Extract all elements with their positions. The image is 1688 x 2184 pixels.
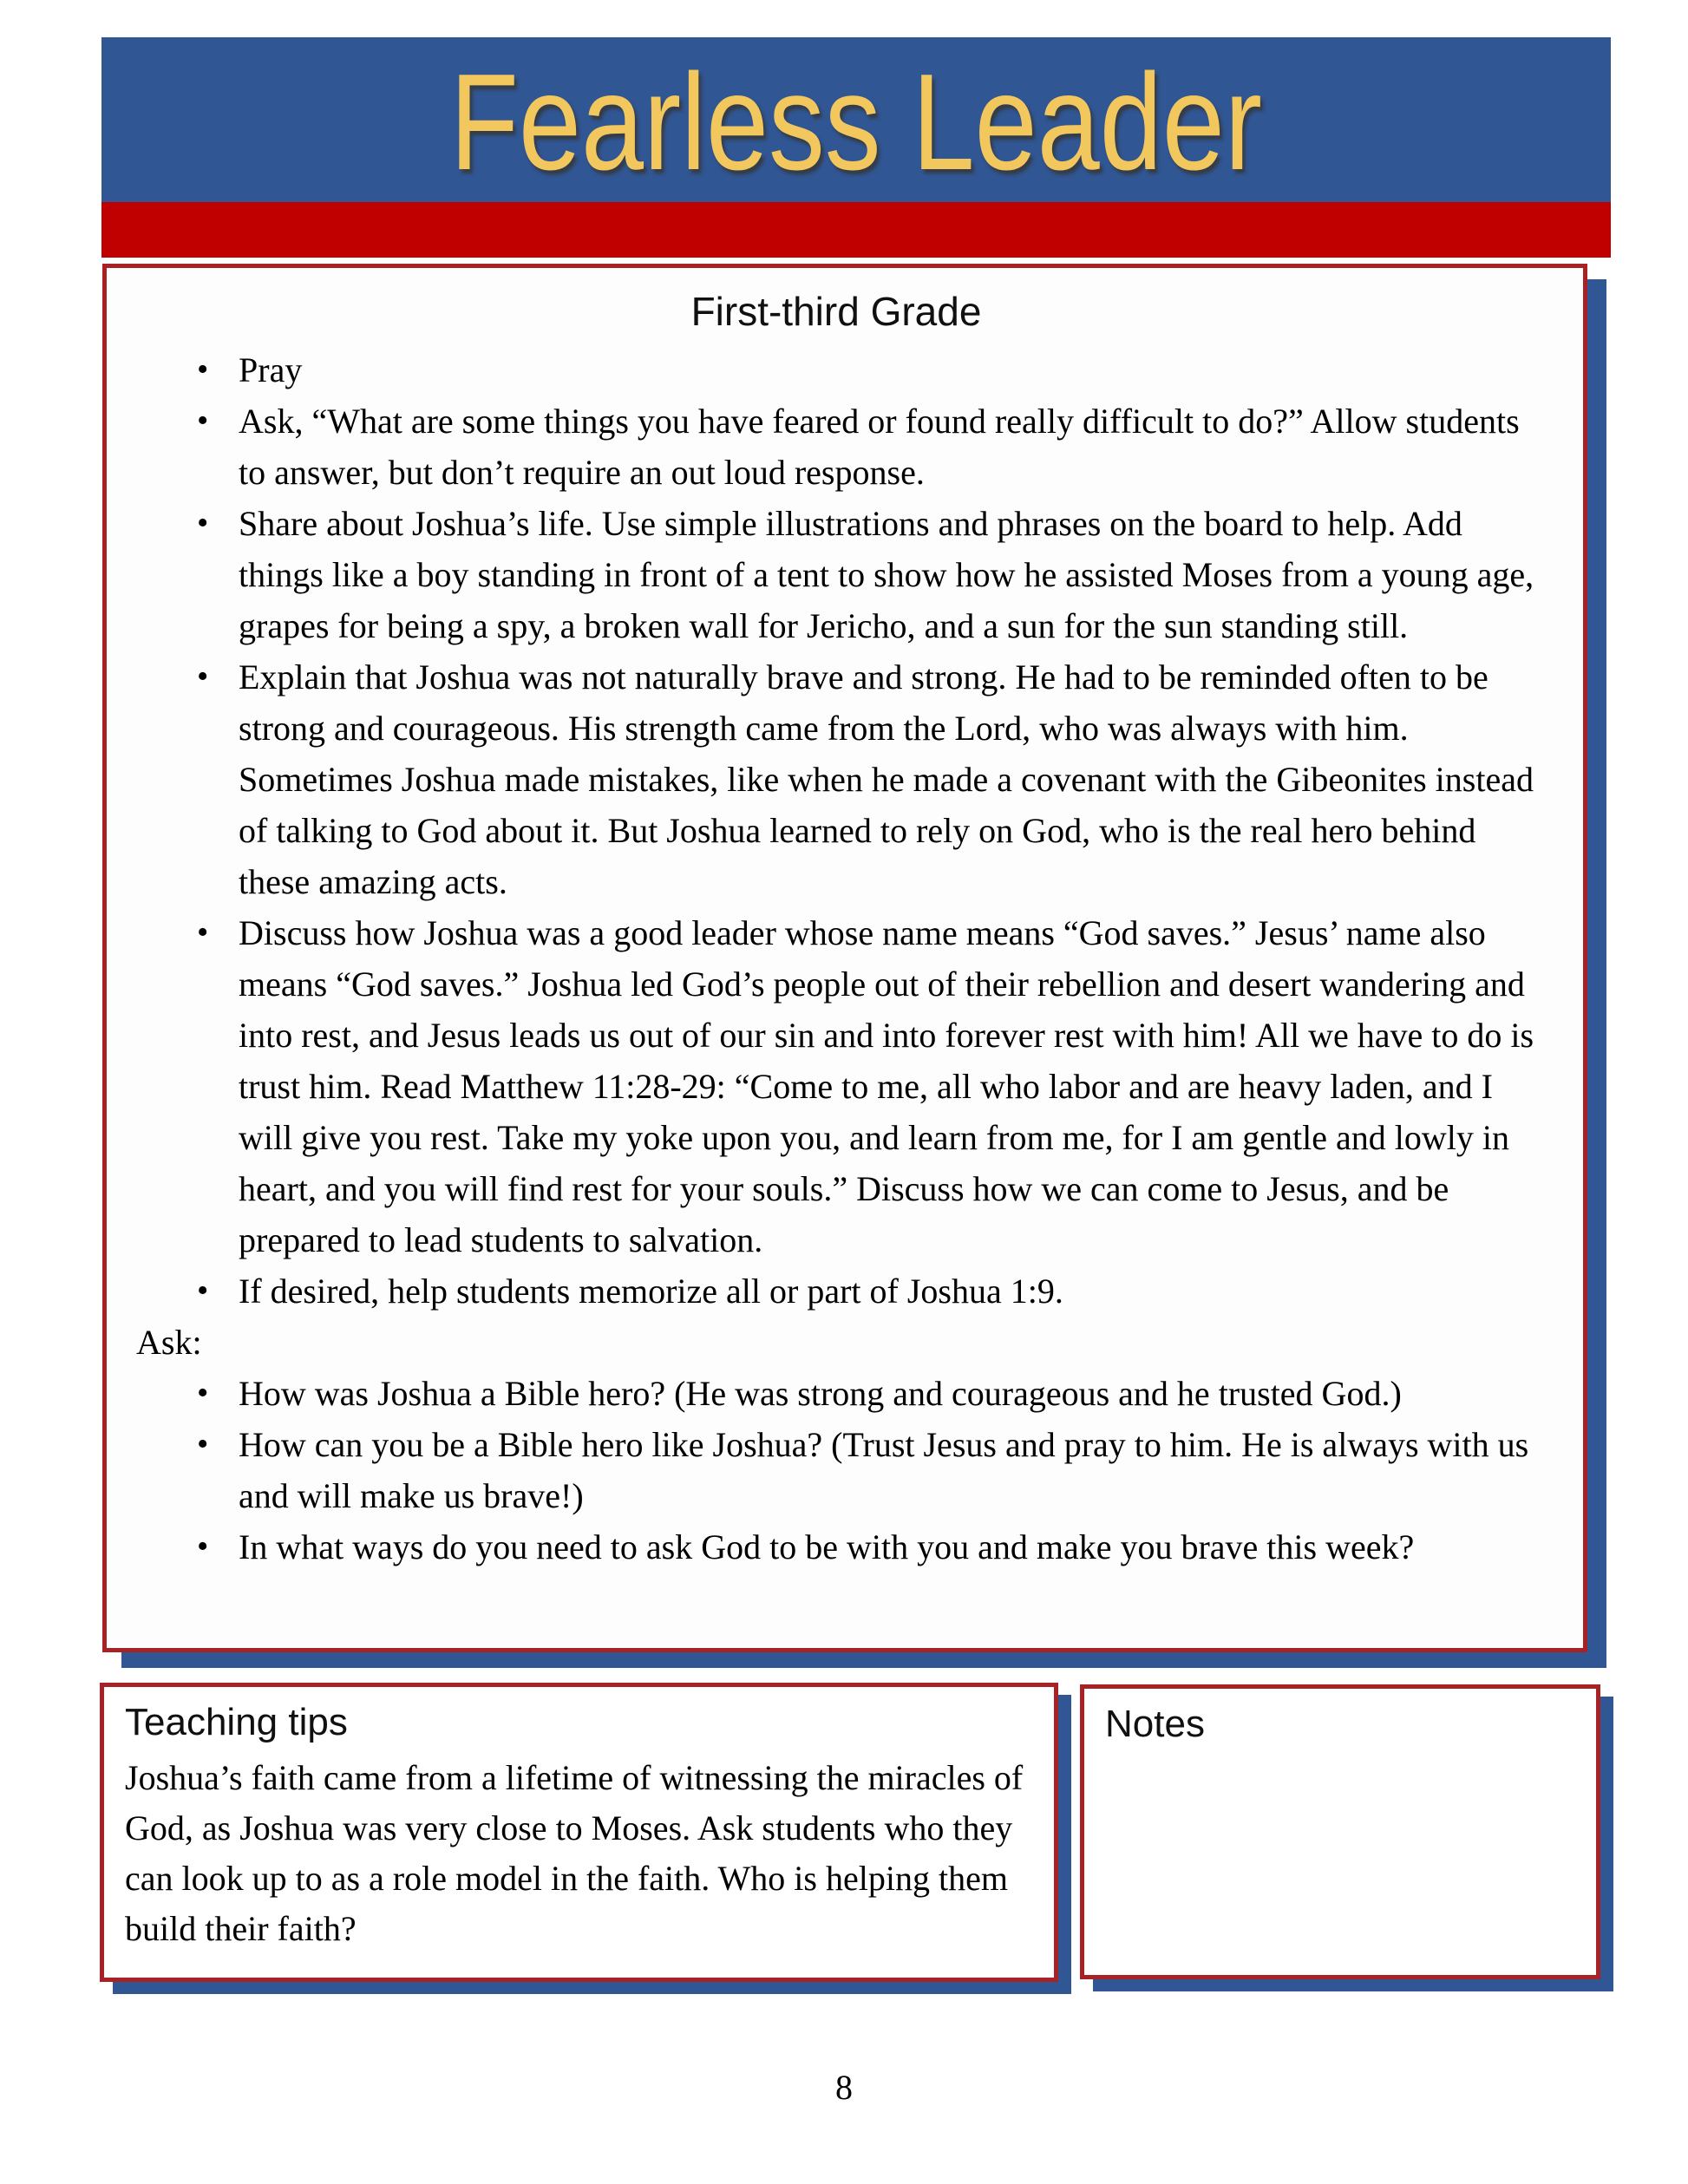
teaching-tips-heading: Teaching tips: [125, 1701, 348, 1743]
ask-questions-list: [122, 1368, 1550, 1573]
teaching-tips-body: Joshua’s faith came from a lifetime of witnessing the miracles of God, as Joshua was very close to Moses. Ask students who they can look up to as a role model in the faith. Who is helping them build their faith?: [125, 1758, 1024, 1948]
notes-heading: Notes: [1105, 1703, 1205, 1745]
page-title: Fearless Leader: [449, 46, 1263, 199]
list-item: • Pray: [239, 344, 1550, 396]
header-banner: [101, 37, 1611, 202]
list-item: • Ask, “What are some things you have feared or found really difficult to do?” Allow students to answer, but don’t require an out loud response.: [239, 396, 1550, 498]
list-item: • How was Joshua a Bible hero? (He was strong and courageous and he trusted God.): [239, 1368, 1550, 1419]
notes-box: [1080, 1684, 1600, 1979]
lesson-steps-list: [122, 344, 1550, 1317]
list-item: • Share about Joshua’s life. Use simple illustrations and phrases on the board to help. Add things like a boy standing in front of a tent to show how he assisted Moses from a young age, grapes for being a spy, a broken wall for Jericho, and a sun for the sun standing still.: [239, 498, 1550, 651]
list-item: • If desired, help students memorize all or part of Joshua 1:9.: [239, 1265, 1550, 1317]
page-number: 8: [835, 2068, 853, 2107]
list-item: • Explain that Joshua was not naturally brave and strong. He had to be reminded often to be strong and courageous. His strength came from the Lord, who was always with him. Sometimes Joshua made mistakes, like when he made a covenant with the Gibeonites instead of talking to God about it. But Joshua learned to rely on God, who is the real hero behind these amazing acts.: [239, 651, 1550, 907]
teaching-tips-box: [100, 1683, 1058, 1982]
list-item: • In what ways do you need to ask God to be with you and make you brave this week?: [239, 1521, 1550, 1573]
ask-section-label: Ask:: [136, 1323, 202, 1362]
grade-level-heading: First-third Grade: [690, 289, 982, 334]
list-item: • How can you be a Bible hero like Joshua? (Trust Jesus and pray to him. He is always with us and will make us brave!): [239, 1419, 1550, 1521]
lesson-content-box: [102, 264, 1587, 1652]
list-item: • Discuss how Joshua was a good leader whose name means “God saves.” Jesus’ name also means “God saves.” Joshua led God’s people out of their rebellion and desert wandering and into rest, and Jesus leads us out of our sin and into forever rest with him! All we have to do is trust him. Read Matthew 11:28-29: “Come to me, all who labor and are heavy laden, and I will give you rest. Take my yoke upon you, and learn from me, for I am gentle and lowly in heart, and you will find rest for your souls.” Discuss how we can come to Jesus, and be prepared to lead students to salvation.: [239, 907, 1550, 1265]
header-divider-stripe: [101, 202, 1611, 258]
